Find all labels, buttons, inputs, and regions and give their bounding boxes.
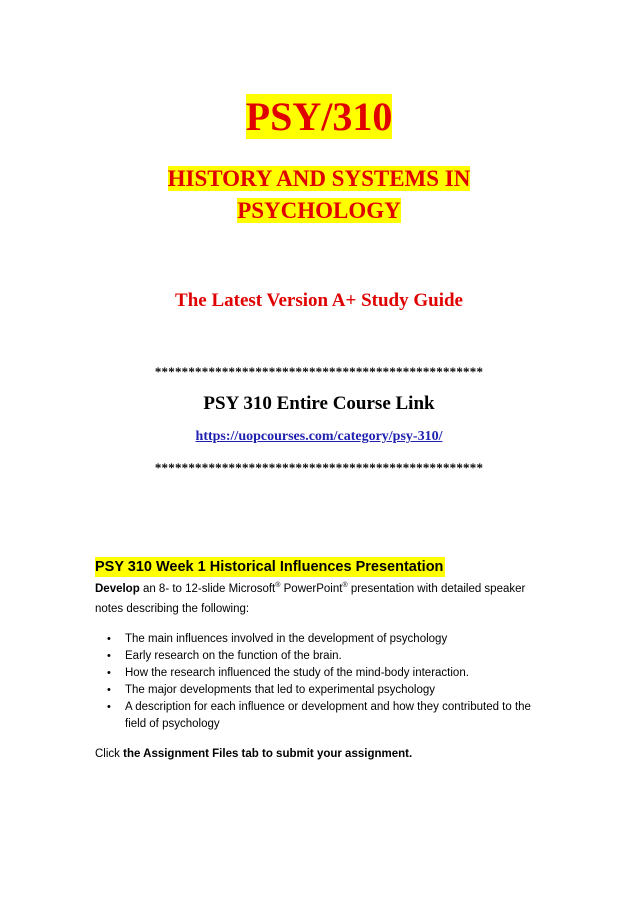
- course-subject-title: [0, 163, 638, 227]
- bullet-icon: •: [107, 633, 111, 645]
- assignment-section: [95, 557, 545, 764]
- requirements-list: [95, 631, 545, 733]
- bullet-icon: •: [107, 701, 111, 713]
- list-item: [95, 665, 545, 682]
- assignment-heading: PSY 310 Week 1 Historical Influences Presentation: [95, 559, 444, 575]
- list-item-text: Early research on the function of the brain.: [125, 650, 342, 662]
- subject-line-1: HISTORY AND SYSTEMS IN: [167, 166, 471, 191]
- course-url-link[interactable]: https://uopcourses.com/category/psy-310/: [195, 429, 443, 444]
- submit-instruction-bold: the Assignment Files tab to submit your assignment.: [123, 748, 413, 760]
- bullet-icon: •: [107, 650, 111, 662]
- list-item: [95, 699, 545, 733]
- list-item-text: A description for each influence or development and how they contributed to the field of psychology: [125, 701, 531, 730]
- intro-bold-word: Develop: [95, 583, 140, 595]
- course-code-text: PSY/310: [245, 94, 393, 139]
- intro-text-1: an 8- to 12-slide Microsoft: [139, 583, 276, 595]
- submit-instruction-prefix: Click: [95, 748, 124, 760]
- list-item: [95, 648, 545, 665]
- study-guide-tagline: The Latest Version A+ Study Guide: [175, 290, 463, 311]
- course-code-title: [0, 94, 638, 140]
- submit-instruction: [95, 744, 545, 764]
- registered-mark-2: ®: [342, 582, 348, 590]
- bullet-icon: •: [107, 684, 111, 696]
- registered-mark-1: ®: [275, 582, 281, 590]
- intro-text-2: PowerPoint: [280, 583, 343, 595]
- star-divider-top: *************************************************: [154, 364, 484, 379]
- course-link: [0, 428, 638, 446]
- bullet-icon: •: [107, 667, 111, 679]
- list-item-text: How the research influenced the study of the mind-body interaction.: [125, 667, 469, 679]
- intro-text-3: presentation with detailed speaker notes describing the following:: [95, 583, 526, 615]
- list-item-text: The main influences involved in the development of psychology: [125, 633, 448, 645]
- list-item-text: The major developments that led to experimental psychology: [125, 684, 436, 696]
- list-item: [95, 682, 545, 699]
- star-divider-bottom: *************************************************: [154, 460, 484, 475]
- course-link-title: PSY 310 Entire Course Link: [203, 393, 435, 414]
- subject-line-2: PSYCHOLOGY: [237, 198, 401, 223]
- list-item: [95, 631, 545, 648]
- assignment-intro: [95, 579, 545, 619]
